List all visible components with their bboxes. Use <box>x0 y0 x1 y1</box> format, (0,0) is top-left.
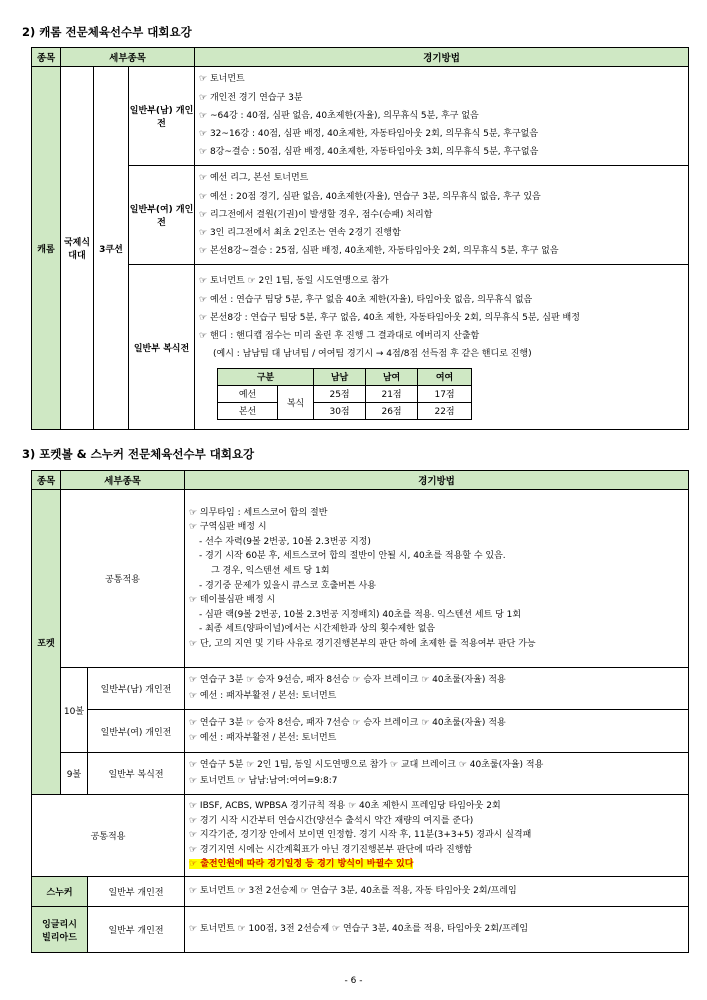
rule-line: ☞ 토너먼트 ☞ 남남:남여:여여=9:8:7 <box>189 775 338 786</box>
ball-10: 10볼 <box>61 668 88 753</box>
header-detail: 세부종목 <box>61 471 185 490</box>
header-sport: 종목 <box>32 471 61 490</box>
method-women-individual <box>195 166 689 265</box>
pocket-common-rules <box>185 490 689 668</box>
header-method: 경기방법 <box>195 48 689 67</box>
rule-line: - 선수 자력(9볼 2번공, 10볼 2.3번공 지정) <box>199 536 371 547</box>
rule-line: ☞ 경기지연 시에는 시간계획표가 아닌 경기진행본부 판단에 따라 진행함 <box>189 844 473 855</box>
rule-line: - 최종 세트(양파이널)에서는 시간제한과 상의 횟수제한 없음 <box>199 624 436 635</box>
rule-line: ☞ 연습구 5분 ☞ 2인 1팀, 동일 시도연맹으로 참가 ☞ 교대 브레이크 ☞ 40초룰(자율) 적용 <box>189 760 544 771</box>
handicap-doubles-label: 복식 <box>278 385 314 419</box>
rule-line: ☞ 예선 : 패자부활전 / 본선: 토너먼트 <box>189 690 337 701</box>
english-event: 일반부 개인전 <box>88 907 185 953</box>
sport-pocket: 포켓 <box>32 490 61 795</box>
event-doubles: 일반부 복식전 <box>88 753 185 795</box>
sport-carom: 캐롬 <box>32 67 61 430</box>
sport-english-billiards: 잉글리시 빌리아드 <box>32 907 88 953</box>
method-line: (예시 : 남남팀 대 남녀팀 / 여여팀 경기시 → 4점/8점 선득점 후 같은 핸디로 진행) <box>213 349 532 360</box>
rule-line: ☞ 연습구 3분 ☞ 승자 9선승, 패자 8선승 ☞ 승자 브레이크 ☞ 40초룰(자율) 적용 <box>189 675 506 686</box>
schedule-change-notice: ☞ 출전인원에 따라 경기일정 등 경기 방식이 바뀔수 있다 <box>189 859 414 870</box>
rule-line: ☞ 연습구 3분 ☞ 승자 8선승, 패자 7선승 ☞ 승자 브레이크 ☞ 40초룰(자율) 적용 <box>189 717 506 728</box>
rule-line: ☞ 경기 시작 시간부터 연습시간(양선수 출석시 약간 재량의 여지를 준다) <box>189 815 474 826</box>
page-number: - 6 - <box>344 976 363 986</box>
rule-line: ☞ 지각기준, 경기장 안에서 보이면 인정함. 경기 시작 후, 11분(3+3+5) 경과시 실격패 <box>189 830 532 841</box>
pocket-snooker-table <box>31 470 689 953</box>
rule-line: ☞ 토너먼트 ☞ 3전 2선승제 ☞ 연습구 3분, 40초를 적용, 자동 타임아웃 2회/프레임 <box>189 885 517 896</box>
category-intl: 국제식 대대 <box>61 67 94 430</box>
method-doubles <box>195 265 689 430</box>
sport-snooker: 스누커 <box>32 877 88 907</box>
method-doubles <box>185 753 689 795</box>
header-sport: 종목 <box>32 48 61 67</box>
snooker-common-label: 공통적용 <box>32 795 185 877</box>
snooker-common-rules <box>185 795 689 877</box>
rule-line: ☞ IBSF, ACBS, WPBSA 경기규칙 적용 ☞ 40초 제한시 프레임당 타임아웃 2회 <box>189 801 501 812</box>
handicap-cell: 22점 <box>418 402 472 419</box>
rule-line: 그 경우, 익스텐션 세트 당 1회 <box>211 565 330 576</box>
method-line: ☞ 핸디 : 핸디캡 점수는 미리 올린 후 진행 그 결과대로 에버리지 산출함 <box>199 331 480 342</box>
handicap-header-mw: 남여 <box>366 368 418 385</box>
event-men-individual: 일반부(남) 개인전 <box>129 67 195 166</box>
handicap-row-label: 본선 <box>218 402 278 419</box>
method-line: ☞ 본선8강 : 연습구 팀당 5분, 후구 없음, 40초 제한, 자동타임아웃 2회, 의무휴식 5분, 심판 배정 <box>199 312 580 323</box>
handicap-cell: 21점 <box>366 385 418 402</box>
rule-line: ☞ 구역심판 배정 시 <box>189 522 267 533</box>
event-women-individual: 일반부(여) 개인전 <box>88 710 185 753</box>
rule-line: ☞ 토너먼트 ☞ 100점, 3전 2선승제 ☞ 연습구 3분, 40초를 적용, 타임아웃 2회/프레임 <box>189 923 529 934</box>
method-women-individual <box>185 710 689 753</box>
handicap-header-ww: 여여 <box>418 368 472 385</box>
rule-line: ☞ 단, 고의 지연 및 기타 사유로 경기진행본부의 판단 하에 초제한 를 적용여부 판단 가능 <box>189 638 536 649</box>
rule-line: ☞ 의무타임 : 세트스코어 합의 절반 <box>189 507 328 518</box>
rule-line: - 심판 랙(9볼 2번공, 10볼 2.3번공 지정배치) 40초를 적용. 익스텐션 세트 당 1회 <box>199 609 522 620</box>
category-cushion: 3쿠션 <box>94 67 129 430</box>
handicap-cell: 25점 <box>314 385 366 402</box>
carom-table <box>31 47 689 430</box>
method-line: ☞ 3인 리그전에서 최초 2인조는 연속 2경기 진행함 <box>199 228 401 239</box>
method-line: ☞ 예선 리그, 본선 토너먼트 <box>199 173 309 184</box>
handicap-table <box>217 368 472 420</box>
section-3-title: 3) 포켓볼 & 스누커 전문체육선수부 대회요강 <box>22 447 255 461</box>
rule-line: ☞ 예선 : 패자부활전 / 본선: 토너먼트 <box>189 733 337 743</box>
method-line: ☞ 개인전 경기 연습구 3분 <box>199 92 303 103</box>
handicap-cell: 17점 <box>418 385 472 402</box>
ball-9: 9볼 <box>61 753 88 795</box>
method-line: ☞ 리그전에서 결원(기권)이 발생할 경우, 점수(승패) 처리함 <box>199 209 433 220</box>
method-line: ☞ ~64강 : 40점, 심판 없음, 40초제한(자율), 의무휴식 5분, 후구 없음 <box>199 110 479 121</box>
method-men-individual <box>195 67 689 166</box>
method-line: ☞ 예선 : 연습구 팀당 5분, 후구 없음 40초 제한(자율), 타임아웃 없음, 의무휴식 없음 <box>199 294 533 305</box>
method-line: ☞ 8강~결승 : 50점, 심판 배정, 40초제한, 자동타임아웃 3회, 의무휴식 5분, 후구없음 <box>199 147 539 158</box>
english-method <box>185 907 689 953</box>
handicap-header-type: 구분 <box>218 368 314 385</box>
handicap-cell: 30점 <box>314 402 366 419</box>
method-line: ☞ 본선8강~결승 : 25점, 심판 배정, 40초제한, 자동타임아웃 2회, 의무휴식 5분, 후구 없음 <box>199 246 559 257</box>
header-detail: 세부종목 <box>61 48 195 67</box>
header-method: 경기방법 <box>185 471 689 490</box>
rule-line: - 경기 시작 60분 후, 세트스코어 합의 절반이 안될 시, 40초를 적용할 수 있음. <box>199 551 506 562</box>
method-line: ☞ 토너먼트 ☞ 2인 1팀, 동일 시도연맹으로 참가 <box>199 276 389 287</box>
method-line: ☞ 토너먼트 <box>199 74 245 85</box>
handicap-header-mm: 남남 <box>314 368 366 385</box>
pocket-common-label: 공통적용 <box>61 490 185 668</box>
event-doubles: 일반부 복식전 <box>129 265 195 430</box>
rule-line: ☞ 테이블심판 배정 시 <box>189 595 276 606</box>
event-women-individual: 일반부(여) 개인전 <box>129 166 195 265</box>
method-men-individual <box>185 668 689 710</box>
handicap-row-label: 예선 <box>218 385 278 402</box>
method-line: ☞ 예선 : 20점 경기, 심판 없음, 40초제한(자율), 연습구 3분, 의무휴식 없음, 후구 있음 <box>199 191 541 202</box>
section-2-title: 2) 캐롬 전문체육선수부 대회요강 <box>22 25 192 39</box>
snooker-event: 일반부 개인전 <box>88 877 185 907</box>
handicap-cell: 26점 <box>366 402 418 419</box>
snooker-method <box>185 877 689 907</box>
rule-line: - 경기중 문제가 있을시 큐스코 호출버튼 사용 <box>199 580 376 591</box>
method-line: ☞ 32~16강 : 40점, 심판 배정, 40초제한, 자동타임아웃 2회, 의무휴식 5분, 후구없음 <box>199 129 539 140</box>
event-men-individual: 일반부(남) 개인전 <box>88 668 185 710</box>
